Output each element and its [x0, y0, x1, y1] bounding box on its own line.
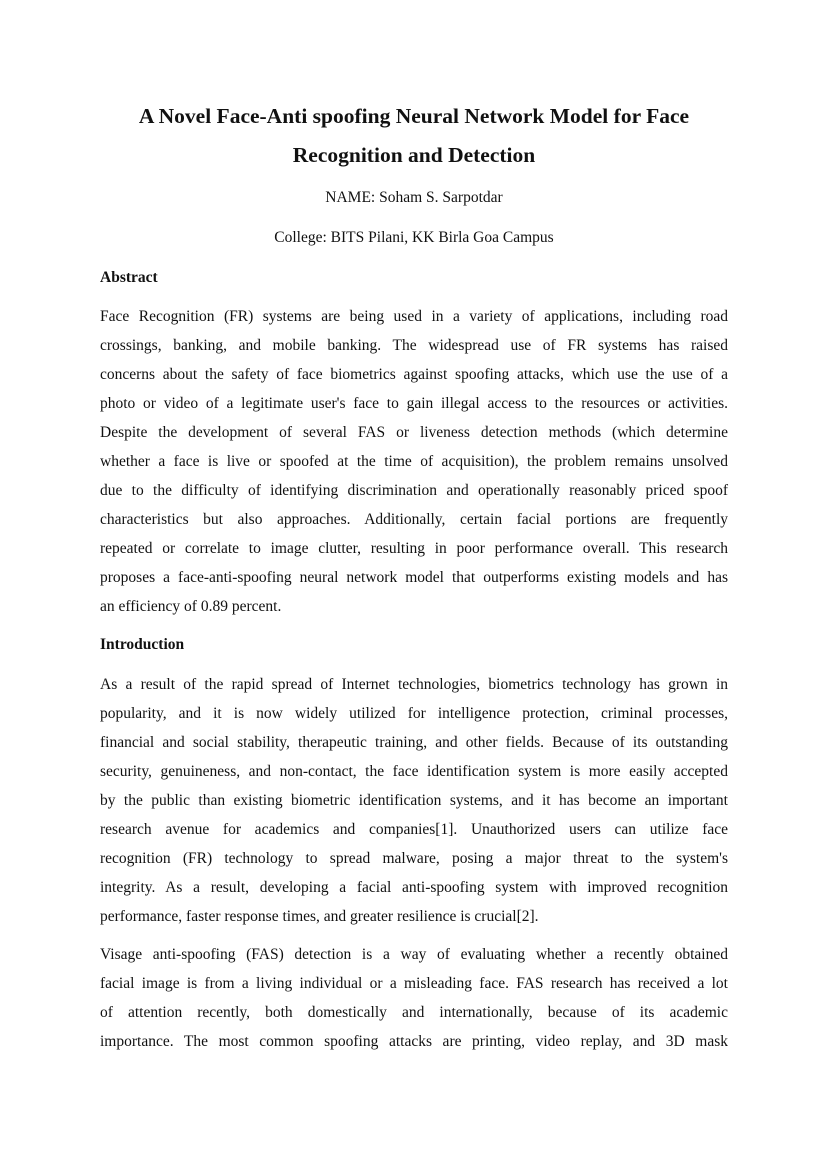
abstract-line: Despite the development of several FAS or liveness detection methods (which determine	[100, 424, 728, 441]
abstract-heading: Abstract	[100, 269, 158, 286]
introduction-line: facial image is from a living individual or a misleading face. FAS research has received a lot	[100, 975, 728, 992]
introduction-paragraph-2	[100, 945, 728, 1061]
abstract-line: repeated or correlate to image clutter, resulting in poor performance overall. This research	[100, 540, 728, 557]
introduction-line: security, genuineness, and non-contact, the face identification system is more easily accepted	[100, 763, 728, 780]
abstract-line: Face Recognition (FR) systems are being used in a variety of applications, including road	[100, 308, 728, 325]
abstract-line: photo or video of a legitimate user's face to gain illegal access to the resources or activities.	[100, 395, 728, 412]
author-college: College: BITS Pilani, KK Birla Goa Campus	[274, 229, 554, 246]
paper-title-line-2: Recognition and Detection	[292, 143, 536, 167]
abstract-line: an efficiency of 0.89 percent.	[100, 598, 282, 615]
abstract-paragraph	[100, 307, 728, 626]
introduction-paragraph-1	[100, 675, 728, 936]
introduction-heading: Introduction	[100, 636, 185, 653]
paper-title-line-1: A Novel Face-Anti spoofing Neural Network Model for Face	[138, 104, 690, 128]
author-name: NAME: Soham S. Sarpotdar	[325, 189, 503, 206]
abstract-line: due to the difficulty of identifying discrimination and operationally reasonably priced spoof	[100, 482, 728, 499]
introduction-line: integrity. As a result, developing a facial anti-spoofing system with improved recognition	[100, 879, 728, 896]
abstract-line: concerns about the safety of face biometrics against spoofing attacks, which use the use of a	[100, 366, 728, 383]
abstract-line: whether a face is live or spoofed at the time of acquisition), the problem remains unsolved	[100, 453, 728, 470]
introduction-line: As a result of the rapid spread of Internet technologies, biometrics technology has grown in	[100, 676, 728, 693]
introduction-line: research avenue for academics and companies[1]. Unauthorized users can utilize face	[100, 821, 728, 838]
introduction-line: recognition (FR) technology to spread malware, posing a major threat to the system's	[100, 850, 728, 867]
paper-title	[100, 97, 728, 175]
introduction-line: performance, faster response times, and greater resilience is crucial[2].	[100, 908, 539, 925]
introduction-line: popularity, and it is now widely utilized for intelligence protection, criminal processes,	[100, 705, 728, 722]
abstract-line: crossings, banking, and mobile banking. The widespread use of FR systems has raised	[100, 337, 728, 354]
introduction-line: importance. The most common spoofing attacks are printing, video replay, and 3D mask	[100, 1033, 728, 1050]
introduction-line: financial and social stability, therapeutic training, and other fields. Because of its outstanding	[100, 734, 728, 751]
abstract-line: proposes a face-anti-spoofing neural network model that outperforms existing models and has	[100, 569, 728, 586]
introduction-line: of attention recently, both domestically and internationally, because of its academic	[100, 1004, 728, 1021]
introduction-line: Visage anti-spoofing (FAS) detection is a way of evaluating whether a recently obtained	[100, 946, 728, 963]
introduction-line: by the public than existing biometric identification systems, and it has become an important	[100, 792, 728, 809]
abstract-line: characteristics but also approaches. Additionally, certain facial portions are frequently	[100, 511, 728, 528]
